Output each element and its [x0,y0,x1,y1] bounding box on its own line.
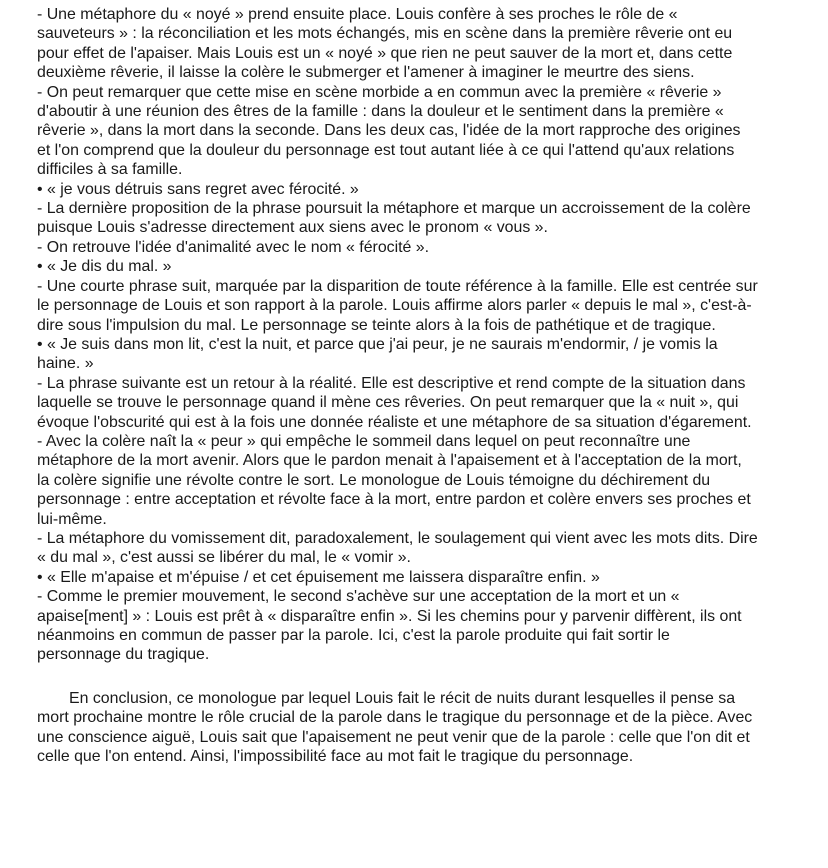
text-line: - On peut remarquer que cette mise en scène morbide a en commun avec la première « rêverie » [37,83,722,101]
text-line: pour effet de l'apaiser. Mais Louis est un « noyé » que rien ne peut sauver de la mort et, dans cette [37,44,733,62]
text-line: - La phrase suivante est un retour à la réalité. Elle est descriptive et rend compte de la situation dans [37,374,746,392]
conclusion-line: En conclusion, ce monologue par lequel Louis fait le récit de nuits durant lesquelles il pense sa [69,689,736,707]
quote-line: haine. » [37,355,94,373]
quote-line: • « Je dis du mal. » [37,258,172,276]
conclusion-paragraph [37,689,810,767]
text-line: - Avec la colère naît la « peur » qui empêche le sommeil dans lequel on peut reconnaître une [37,432,691,450]
quote-line: • « Je suis dans mon lit, c'est la nuit, et parce que j'ai peur, je ne saurais m'endormir, / je vomis la [37,335,718,353]
conclusion-line: celle que l'on entend. Ainsi, l'impossibilité face au mot fait le tragique du personnage. [37,748,634,766]
text-line: personnage du tragique. [37,646,210,664]
text-line: personnage : entre acceptation et révolte face à la mort, entre pardon et colère envers ses proches et [37,491,751,509]
quote-line: • « Elle m'apaise et m'épuise / et cet épuisement me laissera disparaître enfin. » [37,568,600,586]
analysis-body [37,5,810,665]
text-line: - Comme le premier mouvement, le second s'achève sur une acceptation de la mort et un « [37,588,680,606]
text-line: « du mal », c'est aussi se libérer du mal, le « vomir ». [37,549,411,567]
text-line: laquelle se trouve le personnage quand il mène ces rêveries. On peut remarquer que la « nuit », qui [37,394,739,412]
text-line: la colère signifie une révolte contre le sort. Le monologue de Louis témoigne du déchirement du [37,471,711,489]
text-line: difficiles à sa famille. [37,161,183,179]
conclusion-line: mort prochaine montre le rôle crucial de la parole dans le tragique du personnage et de la pièce. Avec [37,709,753,727]
paragraph-gap [37,665,810,689]
text-line: le personnage de Louis et son rapport à la parole. Louis affirme alors parler « depuis le mal », c'est-à- [37,297,752,315]
text-line: apaise[ment] » : Louis est prêt à « disparaître enfin ». Si les chemins pour y parvenir diffèrent, ils ont [37,607,742,625]
conclusion-line: une conscience aiguë, Louis sait que l'apaisement ne peut venir que de la parole : celle que l'on dit et [37,728,750,746]
text-line: puisque Louis s'adresse directement aux siens avec le pronom « vous ». [37,219,548,237]
text-line: rêverie », dans la mort dans la seconde. Dans les deux cas, l'idée de la mort rapproche des origines [37,122,741,140]
text-line: évoque l'obscurité qui est à la fois une donnée réaliste et une métaphore de sa situation d'égarement. [37,413,752,431]
text-line: sauveteurs » : la réconciliation et les mots échangés, mis en scène dans la première rêverie ont eu [37,25,733,43]
text-line: - La dernière proposition de la phrase poursuit la métaphore et marque un accroissement de la colère [37,200,751,218]
text-line: deuxième rêverie, il laisse la colère le submerger et l'amener à imaginer le meurtre des siens. [37,64,695,82]
text-line: dire sous l'impulsion du mal. Le personnage se teinte alors à la fois de pathétique et de tragique. [37,316,716,334]
text-line: - Une métaphore du « noyé » prend ensuite place. Louis confère à ses proches le rôle de « [37,6,678,23]
text-line: néanmoins en commun de passer par la parole. Ici, c'est la parole produite qui fait sortir le [37,627,670,644]
text-line: - On retrouve l'idée d'animalité avec le nom « férocité ». [37,238,430,256]
text-line: - La métaphore du vomissement dit, paradoxalement, le soulagement qui vient avec les mots dits. Dire [37,529,758,547]
text-line: - Une courte phrase suit, marquée par la disparition de toute référence à la famille. Elle est centrée sur [37,277,758,295]
text-line: métaphore de la mort avenir. Alors que le pardon menait à l'apaisement et à l'acceptation de la mort, [37,452,742,470]
text-line: et l'on comprend que la douleur du personnage est tout autant liée à ce qui l'attend qu'aux relations [37,141,735,159]
quote-line: • « je vous détruis sans regret avec férocité. » [37,180,359,198]
text-line: lui-même. [37,510,107,528]
text-line: d'aboutir à une réunion des êtres de la famille : dans la douleur et le sentiment dans la première « [37,103,724,121]
